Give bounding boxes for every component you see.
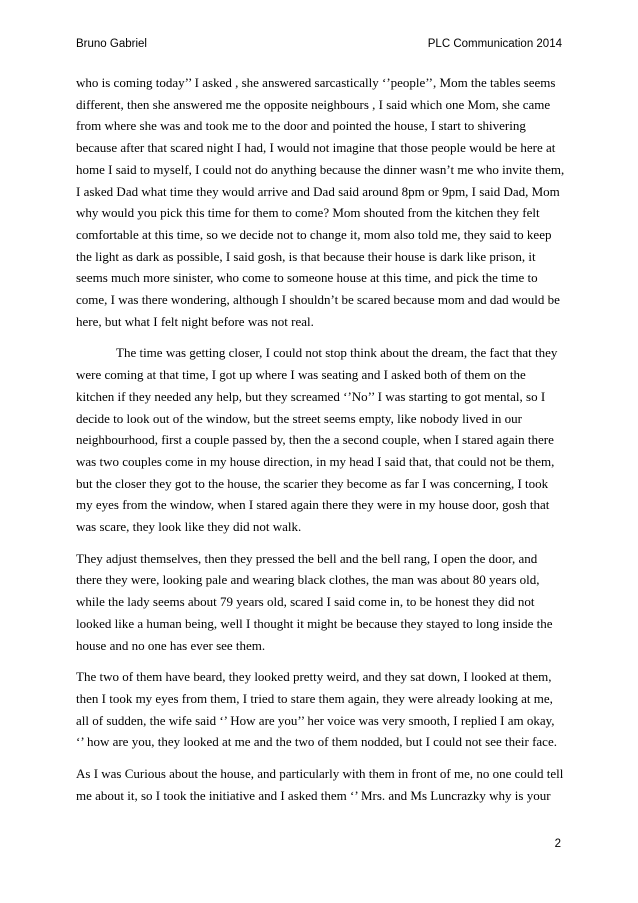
text-line: looked like a human being, well I thought it might be because they stayed to long inside the bbox=[76, 615, 553, 631]
text-line: The time was getting closer, I could not stop think about the dream, the fact that they bbox=[116, 345, 558, 361]
text-line: then I took my eyes from them, I tried to stare them again, they were already looking at me, bbox=[76, 690, 553, 706]
paragraph-4 bbox=[76, 666, 562, 753]
text-line: was scare, they look like they did not walk. bbox=[76, 519, 302, 535]
header-title: PLC Communication 2014 bbox=[427, 38, 562, 50]
text-line: because after that scared night I had, I would not imagine that those people would be here at bbox=[76, 140, 556, 156]
paragraph-3 bbox=[76, 548, 562, 657]
text-line: different, then she answered me the opposite neighbours , I said which one Mom, she came bbox=[76, 96, 551, 112]
paragraph-1 bbox=[76, 72, 565, 332]
page-number: 2 bbox=[554, 838, 561, 850]
text-line: home I said to myself, I could not do anything because the dinner wasn’t me who invite them, bbox=[76, 161, 565, 177]
page-header bbox=[76, 38, 562, 50]
text-line: The two of them have beard, they looked pretty weird, and they sat down, I looked at them, bbox=[76, 669, 552, 685]
text-line: who is coming today’’ I asked , she answered sarcastically ‘’people’’, Mom the tables seems bbox=[76, 75, 556, 90]
text-line: seems much more sinister, who come to someone house at this time, and pick the time to bbox=[76, 270, 538, 286]
document-body bbox=[76, 72, 565, 817]
text-line: were coming at that time, I got up where I was seating and I asked both of them on the bbox=[76, 367, 526, 383]
text-line: there they were, looking pale and wearing black clothes, the man was about 80 years old, bbox=[76, 572, 540, 588]
paragraph-5 bbox=[76, 763, 562, 806]
text-line: kitchen if they needed any help, but they screamed ‘’No’’ I was starting to got mental, so I bbox=[76, 388, 546, 404]
text-line: why would you pick this time for them to come? Mom shouted from the kitchen they felt bbox=[76, 205, 540, 221]
text-line: my eyes from the window, when I stared again there they were in my house door, gosh that bbox=[76, 497, 550, 513]
text-line: was two couples come in my house direction, in my head I said that, that could not be them, bbox=[76, 453, 555, 469]
text-line: me about it, so I took the initiative and I asked them ‘’ Mrs. and Ms Luncrazky why is your bbox=[76, 787, 551, 803]
text-line: house and no one has ever see them. bbox=[76, 637, 266, 653]
text-line: As I was Curious about the house, and particularly with them in front of me, no one could tell bbox=[76, 766, 564, 782]
text-line: but the closer they got to the house, the scarier they become as far I was concerning, I took bbox=[76, 475, 549, 491]
paragraph-2 bbox=[76, 342, 562, 537]
text-line: come, I was there wondering, although I shouldn’t be scared because mom and dad would be bbox=[76, 292, 560, 308]
text-line: ‘’ how are you, they looked at me and the two of them nodded, but I could not see their face. bbox=[76, 734, 557, 750]
text-line: from where she was and took me to the door and pointed the house, I start to shivering bbox=[76, 118, 526, 134]
text-line: the light as dark as possible, I said gosh, is that because their house is dark like prison, it bbox=[76, 248, 536, 264]
text-line: while the lady seems about 79 years old, scared I said come in, to be honest they did not bbox=[76, 594, 535, 610]
text-line: all of sudden, the wife said ‘’ How are you’’ her voice was very smooth, I replied I am okay, bbox=[76, 712, 555, 728]
text-line: comfortable at this time, so we decide not to change it, mom also told me, they said to keep bbox=[76, 226, 552, 242]
text-line: here, but what I felt night before was not real. bbox=[76, 313, 314, 329]
text-line: They adjust themselves, then they pressed the bell and the bell rang, I open the door, and bbox=[76, 550, 538, 566]
header-author: Bruno Gabriel bbox=[76, 38, 147, 50]
text-line: neighbourhood, first a couple passed by, then the a second couple, when I stared again there bbox=[76, 432, 554, 448]
text-line: decide to look out of the window, but the street seems empty, like nobody lived in our bbox=[76, 410, 523, 426]
text-line: I asked Dad what time they would arrive and Dad said around 8pm or 9pm, I said Dad, Mom bbox=[76, 183, 560, 199]
